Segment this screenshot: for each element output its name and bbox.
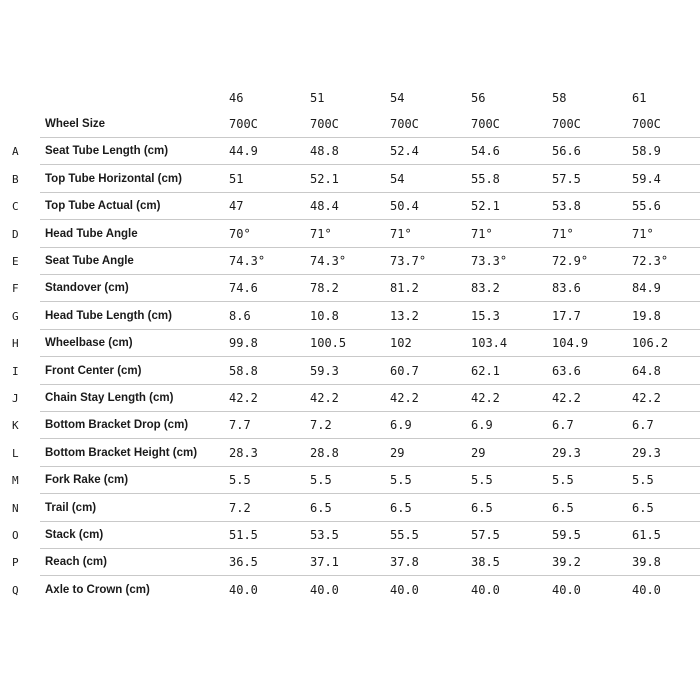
cell-value: 6.7: [632, 418, 654, 433]
table-row: [0, 221, 700, 248]
cell-value: 50.4: [390, 199, 419, 214]
cell-value: 5.5: [390, 473, 412, 488]
cell-value: 7.7: [229, 418, 251, 433]
cell-value: 19.8: [632, 308, 661, 323]
cell-value: 71°: [632, 226, 654, 241]
cell-value: 48.4: [310, 199, 339, 214]
cell-value: 700C: [390, 117, 419, 131]
cell-value: 5.5: [632, 473, 654, 488]
cell-value: 55.6: [632, 199, 661, 214]
row-label: Fork Rake (cm): [45, 474, 129, 487]
row-letter: N: [12, 501, 19, 515]
cell-value: 103.4: [471, 336, 508, 351]
cell-value: 37.8: [390, 555, 419, 570]
cell-value: 84.9: [632, 281, 661, 296]
row-label: Reach (cm): [45, 556, 107, 569]
cell-value: 5.5: [471, 473, 493, 488]
cell-value: 71°: [390, 226, 412, 241]
row-label: Bottom Bracket Height (cm): [45, 446, 198, 459]
cell-value: 74.3°: [310, 254, 347, 268]
cell-value: 81.2: [390, 281, 419, 296]
row-letter: B: [12, 172, 19, 186]
size-header: 46: [229, 91, 244, 105]
cell-value: 8.6: [229, 308, 251, 323]
cell-value: 40.0: [471, 582, 500, 597]
cell-value: 5.5: [310, 473, 332, 488]
row-label: Trail (cm): [45, 501, 97, 514]
row-label: Head Tube Length (cm): [45, 309, 172, 322]
cell-value: 102: [390, 336, 412, 351]
cell-value: 58.9: [632, 144, 661, 159]
row-label: Top Tube Horizontal (cm): [45, 172, 182, 185]
cell-value: 38.5: [471, 555, 500, 570]
cell-value: 700C: [229, 117, 258, 131]
cell-value: 7.2: [310, 418, 332, 433]
cell-value: 42.2: [229, 391, 258, 405]
cell-value: 52.4: [390, 144, 419, 159]
cell-value: 700C: [471, 117, 500, 131]
cell-value: 6.9: [390, 418, 412, 433]
cell-value: 44.9: [229, 144, 258, 159]
cell-value: 10.8: [310, 308, 339, 323]
row-label: Standover (cm): [45, 282, 129, 295]
table-row: [0, 385, 700, 412]
row-label: Top Tube Actual (cm): [45, 200, 161, 213]
size-header: 54: [390, 91, 405, 105]
cell-value: 52.1: [471, 199, 500, 214]
cell-value: 51.5: [229, 528, 258, 542]
table-row: [0, 248, 700, 275]
cell-value: 74.6: [229, 281, 258, 296]
cell-value: 6.5: [552, 500, 574, 515]
cell-value: 48.8: [310, 144, 339, 159]
cell-value: 6.5: [632, 500, 654, 515]
cell-value: 700C: [552, 117, 581, 131]
cell-value: 700C: [310, 117, 339, 131]
cell-value: 53.8: [552, 199, 581, 214]
cell-value: 104.9: [552, 336, 589, 351]
row-letter: E: [12, 255, 19, 268]
cell-value: 29.3: [552, 445, 581, 460]
cell-value: 6.5: [310, 500, 332, 515]
cell-value: 37.1: [310, 555, 339, 570]
table-row: [0, 330, 700, 357]
cell-value: 78.2: [310, 281, 339, 296]
cell-value: 54.6: [471, 144, 500, 159]
table-row: [0, 577, 700, 604]
cell-value: 72.9°: [552, 254, 589, 268]
cell-value: 59.3: [310, 363, 339, 378]
table-row: [0, 412, 700, 439]
table-row: [0, 111, 700, 138]
cell-value: 71°: [471, 226, 493, 241]
cell-value: 72.3°: [632, 254, 669, 268]
cell-value: 42.2: [471, 391, 500, 405]
size-header: 58: [552, 91, 567, 105]
cell-value: 57.5: [471, 528, 500, 542]
cell-value: 47: [229, 199, 244, 214]
cell-value: 29: [471, 445, 486, 460]
row-letter: D: [12, 227, 19, 241]
cell-value: 63.6: [552, 363, 581, 378]
cell-value: 106.2: [632, 336, 669, 351]
cell-value: 6.5: [471, 500, 493, 515]
cell-value: 73.3°: [471, 254, 508, 268]
table-row: [0, 467, 700, 494]
cell-value: 39.2: [552, 555, 581, 570]
cell-value: 54: [390, 171, 405, 186]
row-label: Seat Tube Angle: [45, 255, 134, 267]
cell-value: 51: [229, 171, 244, 186]
cell-value: 42.2: [552, 391, 581, 405]
cell-value: 5.5: [229, 473, 251, 488]
table-row: [0, 193, 700, 220]
table-row: [0, 495, 700, 522]
cell-value: 40.0: [390, 582, 419, 597]
row-letter: L: [12, 446, 19, 460]
row-letter: O: [12, 529, 19, 542]
size-header: 61: [632, 91, 647, 105]
cell-value: 29: [390, 445, 405, 460]
row-letter: M: [12, 474, 19, 488]
cell-value: 40.0: [632, 582, 661, 597]
table-row: [0, 275, 700, 302]
row-letter: A: [12, 145, 19, 159]
row-label: Chain Stay Length (cm): [45, 392, 174, 404]
row-label: Front Center (cm): [45, 364, 142, 377]
row-label: Head Tube Angle: [45, 227, 138, 240]
cell-value: 71°: [310, 226, 332, 241]
row-label: Wheelbase (cm): [45, 337, 133, 350]
cell-value: 59.5: [552, 528, 581, 542]
cell-value: 59.4: [632, 171, 661, 186]
row-letter: C: [12, 200, 19, 214]
cell-value: 28.8: [310, 445, 339, 460]
row-letter: H: [12, 337, 19, 351]
size-header: 56: [471, 91, 486, 105]
cell-value: 83.2: [471, 281, 500, 296]
cell-value: 83.6: [552, 281, 581, 296]
cell-value: 42.2: [390, 391, 419, 405]
cell-value: 55.8: [471, 171, 500, 186]
row-letter: Q: [12, 583, 19, 597]
table-row: [0, 522, 700, 549]
table-row: [0, 166, 700, 193]
cell-value: 62.1: [471, 363, 500, 378]
table-row: [0, 358, 700, 385]
row-label: Axle to Crown (cm): [45, 583, 150, 596]
cell-value: 6.5: [390, 500, 412, 515]
cell-value: 13.2: [390, 308, 419, 323]
cell-value: 100.5: [310, 336, 347, 351]
cell-value: 53.5: [310, 528, 339, 542]
row-letter: F: [12, 282, 19, 296]
cell-value: 36.5: [229, 555, 258, 570]
cell-value: 56.6: [552, 144, 581, 159]
cell-value: 42.2: [632, 391, 661, 405]
size-header: 51: [310, 91, 325, 105]
cell-value: 700C: [632, 117, 661, 131]
cell-value: 7.2: [229, 500, 251, 515]
cell-value: 42.2: [310, 391, 339, 405]
cell-value: 99.8: [229, 336, 258, 351]
cell-value: 61.5: [632, 528, 661, 542]
table-row: [0, 303, 700, 330]
row-letter: K: [12, 419, 19, 433]
cell-value: 40.0: [310, 582, 339, 597]
cell-value: 70°: [229, 226, 251, 241]
row-label: Stack (cm): [45, 529, 104, 541]
cell-value: 64.8: [632, 363, 661, 378]
cell-value: 60.7: [390, 363, 419, 378]
cell-value: 15.3: [471, 308, 500, 323]
cell-value: 6.9: [471, 418, 493, 433]
cell-value: 39.8: [632, 555, 661, 570]
row-letter: J: [12, 392, 19, 405]
cell-value: 17.7: [552, 308, 581, 323]
row-letter: P: [12, 556, 19, 570]
cell-value: 29.3: [632, 445, 661, 460]
cell-value: 57.5: [552, 171, 581, 186]
cell-value: 5.5: [552, 473, 574, 488]
table-row: [0, 138, 700, 165]
row-label: Bottom Bracket Drop (cm): [45, 419, 189, 432]
row-letter: I: [12, 364, 19, 378]
cell-value: 58.8: [229, 363, 258, 378]
row-label: Seat Tube Length (cm): [45, 145, 169, 158]
row-label: Wheel Size: [45, 118, 106, 130]
table-row: [0, 549, 700, 576]
cell-value: 73.7°: [390, 254, 427, 268]
cell-value: 74.3°: [229, 254, 266, 268]
cell-value: 6.7: [552, 418, 574, 433]
cell-value: 40.0: [229, 582, 258, 597]
cell-value: 55.5: [390, 528, 419, 542]
cell-value: 52.1: [310, 171, 339, 186]
cell-value: 28.3: [229, 445, 258, 460]
cell-value: 71°: [552, 226, 574, 241]
table-row: [0, 440, 700, 467]
row-letter: G: [12, 309, 19, 323]
size-header-row: [0, 85, 700, 111]
cell-value: 40.0: [552, 582, 581, 597]
